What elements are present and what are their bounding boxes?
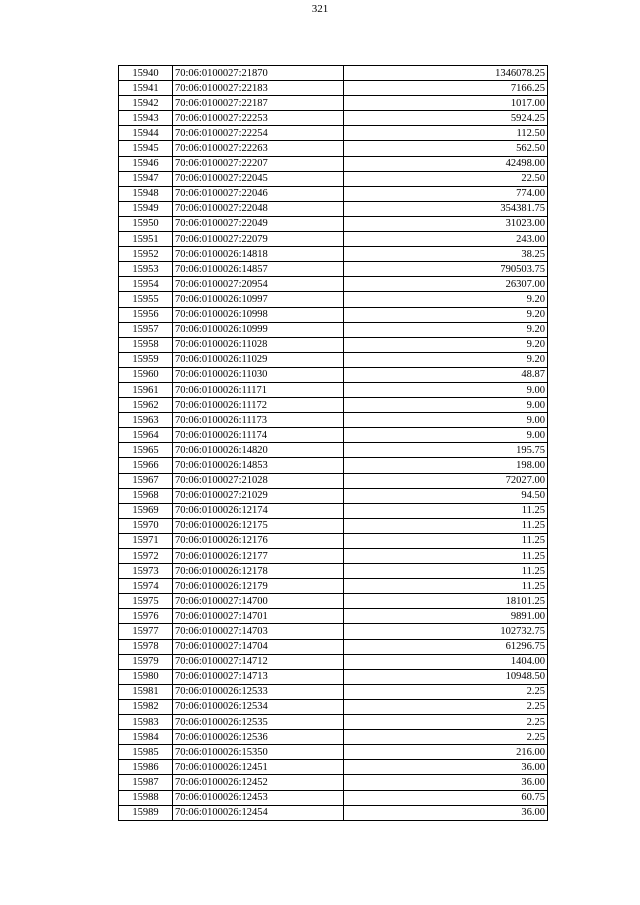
- row-number-cell: 15977: [119, 624, 173, 639]
- row-number-cell: 15971: [119, 533, 173, 548]
- cadastral-number-cell: 70:06:0100027:14713: [173, 669, 344, 684]
- table-row: [119, 367, 548, 382]
- row-number-cell: 15987: [119, 775, 173, 790]
- cadastral-number-cell: 70:06:0100026:12451: [173, 760, 344, 775]
- row-number-cell: 15974: [119, 579, 173, 594]
- table-row: [119, 111, 548, 126]
- row-number-cell: 15940: [119, 66, 173, 81]
- row-number-cell: 15941: [119, 81, 173, 96]
- cadastral-value-cell: 1346078.25: [344, 66, 548, 81]
- row-number-cell: 15979: [119, 654, 173, 669]
- cadastral-number-cell: 70:06:0100026:12536: [173, 730, 344, 745]
- cadastral-value-cell: 2.25: [344, 699, 548, 714]
- cadastral-value-cell: 36.00: [344, 760, 548, 775]
- cadastral-value-cell: 2.25: [344, 715, 548, 730]
- row-number-cell: 15966: [119, 458, 173, 473]
- cadastral-number-cell: 70:06:0100026:12452: [173, 775, 344, 790]
- cadastral-value-cell: 112.50: [344, 126, 548, 141]
- table-row: [119, 201, 548, 216]
- table-row: [119, 564, 548, 579]
- cadastral-number-cell: 70:06:0100026:12534: [173, 699, 344, 714]
- cadastral-number-cell: 70:06:0100027:22049: [173, 216, 344, 231]
- cadastral-value-table: [118, 65, 548, 821]
- cadastral-value-cell: 9.20: [344, 337, 548, 352]
- cadastral-number-cell: 70:06:0100027:14701: [173, 609, 344, 624]
- cadastral-number-cell: 70:06:0100026:12178: [173, 564, 344, 579]
- cadastral-number-cell: 70:06:0100027:22254: [173, 126, 344, 141]
- row-number-cell: 15985: [119, 745, 173, 760]
- cadastral-number-cell: 70:06:0100026:11174: [173, 428, 344, 443]
- cadastral-number-cell: 70:06:0100027:22048: [173, 201, 344, 216]
- table-row: [119, 337, 548, 352]
- table-row: [119, 277, 548, 292]
- cadastral-value-cell: 102732.75: [344, 624, 548, 639]
- table-row: [119, 322, 548, 337]
- table-row: [119, 639, 548, 654]
- cadastral-value-cell: 11.25: [344, 549, 548, 564]
- cadastral-number-cell: 70:06:0100026:12175: [173, 518, 344, 533]
- row-number-cell: 15981: [119, 684, 173, 699]
- cadastral-value-cell: 216.00: [344, 745, 548, 760]
- cadastral-number-cell: 70:06:0100026:14853: [173, 458, 344, 473]
- cadastral-number-cell: 70:06:0100027:21870: [173, 66, 344, 81]
- table-row: [119, 382, 548, 397]
- row-number-cell: 15986: [119, 760, 173, 775]
- table-row: [119, 428, 548, 443]
- cadastral-value-cell: 11.25: [344, 518, 548, 533]
- cadastral-number-cell: 70:06:0100026:12179: [173, 579, 344, 594]
- cadastral-value-cell: 18101.25: [344, 594, 548, 609]
- cadastral-number-cell: 70:06:0100027:22046: [173, 186, 344, 201]
- cadastral-value-cell: 243.00: [344, 232, 548, 247]
- row-number-cell: 15946: [119, 156, 173, 171]
- table-row: [119, 488, 548, 503]
- table-body: [119, 66, 548, 821]
- cadastral-number-cell: 70:06:0100026:12533: [173, 684, 344, 699]
- table-row: [119, 413, 548, 428]
- table-row: [119, 624, 548, 639]
- row-number-cell: 15953: [119, 262, 173, 277]
- cadastral-value-cell: 1017.00: [344, 96, 548, 111]
- table-row: [119, 458, 548, 473]
- row-number-cell: 15983: [119, 715, 173, 730]
- table-row: [119, 292, 548, 307]
- row-number-cell: 15980: [119, 669, 173, 684]
- cadastral-value-cell: 198.00: [344, 458, 548, 473]
- cadastral-number-cell: 70:06:0100027:22187: [173, 96, 344, 111]
- cadastral-value-cell: 9.20: [344, 322, 548, 337]
- cadastral-value-cell: 31023.00: [344, 216, 548, 231]
- table-row: [119, 443, 548, 458]
- cadastral-value-cell: 94.50: [344, 488, 548, 503]
- table-row: [119, 216, 548, 231]
- cadastral-number-cell: 70:06:0100026:11029: [173, 352, 344, 367]
- table-row: [119, 398, 548, 413]
- cadastral-number-cell: 70:06:0100026:11173: [173, 413, 344, 428]
- table-row: [119, 518, 548, 533]
- row-number-cell: 15944: [119, 126, 173, 141]
- cadastral-number-cell: 70:06:0100027:14704: [173, 639, 344, 654]
- cadastral-value-cell: 26307.00: [344, 277, 548, 292]
- cadastral-number-cell: 70:06:0100026:12453: [173, 790, 344, 805]
- table-row: [119, 549, 548, 564]
- row-number-cell: 15988: [119, 790, 173, 805]
- table-row: [119, 760, 548, 775]
- table-row: [119, 533, 548, 548]
- row-number-cell: 15963: [119, 413, 173, 428]
- cadastral-number-cell: 70:06:0100027:22183: [173, 81, 344, 96]
- cadastral-value-cell: 9.20: [344, 352, 548, 367]
- cadastral-number-cell: 70:06:0100027:22079: [173, 232, 344, 247]
- row-number-cell: 15973: [119, 564, 173, 579]
- table-row: [119, 126, 548, 141]
- row-number-cell: 15972: [119, 549, 173, 564]
- cadastral-number-cell: 70:06:0100026:14857: [173, 262, 344, 277]
- cadastral-value-cell: 9.00: [344, 382, 548, 397]
- table-row: [119, 715, 548, 730]
- cadastral-value-cell: 9.20: [344, 292, 548, 307]
- row-number-cell: 15942: [119, 96, 173, 111]
- cadastral-value-cell: 36.00: [344, 805, 548, 820]
- cadastral-value-cell: 9.00: [344, 398, 548, 413]
- cadastral-value-cell: 10948.50: [344, 669, 548, 684]
- cadastral-value-cell: 60.75: [344, 790, 548, 805]
- cadastral-number-cell: 70:06:0100027:14703: [173, 624, 344, 639]
- cadastral-value-cell: 11.25: [344, 533, 548, 548]
- table-row: [119, 232, 548, 247]
- row-number-cell: 15984: [119, 730, 173, 745]
- cadastral-number-cell: 70:06:0100026:10998: [173, 307, 344, 322]
- cadastral-number-cell: 70:06:0100026:12176: [173, 533, 344, 548]
- table-row: [119, 186, 548, 201]
- cadastral-number-cell: 70:06:0100026:14820: [173, 443, 344, 458]
- table-row: [119, 352, 548, 367]
- row-number-cell: 15947: [119, 171, 173, 186]
- cadastral-number-cell: 70:06:0100027:14712: [173, 654, 344, 669]
- cadastral-value-cell: 22.50: [344, 171, 548, 186]
- row-number-cell: 15957: [119, 322, 173, 337]
- table-row: [119, 699, 548, 714]
- table-row: [119, 775, 548, 790]
- row-number-cell: 15970: [119, 518, 173, 533]
- cadastral-value-cell: 790503.75: [344, 262, 548, 277]
- cadastral-number-cell: 70:06:0100027:22253: [173, 111, 344, 126]
- cadastral-number-cell: 70:06:0100026:11028: [173, 337, 344, 352]
- cadastral-value-cell: 2.25: [344, 684, 548, 699]
- table-row: [119, 96, 548, 111]
- row-number-cell: 15952: [119, 247, 173, 262]
- table-row: [119, 81, 548, 96]
- cadastral-value-cell: 11.25: [344, 579, 548, 594]
- cadastral-number-cell: 70:06:0100026:12454: [173, 805, 344, 820]
- table-row: [119, 654, 548, 669]
- table-row: [119, 805, 548, 820]
- row-number-cell: 15943: [119, 111, 173, 126]
- table-row: [119, 669, 548, 684]
- cadastral-value-cell: 354381.75: [344, 201, 548, 216]
- table-row: [119, 473, 548, 488]
- table-row: [119, 579, 548, 594]
- cadastral-number-cell: 70:06:0100027:22207: [173, 156, 344, 171]
- cadastral-value-cell: 195.75: [344, 443, 548, 458]
- table-row: [119, 609, 548, 624]
- cadastral-value-cell: 5924.25: [344, 111, 548, 126]
- row-number-cell: 15967: [119, 473, 173, 488]
- row-number-cell: 15975: [119, 594, 173, 609]
- cadastral-number-cell: 70:06:0100026:15350: [173, 745, 344, 760]
- cadastral-number-cell: 70:06:0100027:22045: [173, 171, 344, 186]
- table-row: [119, 262, 548, 277]
- cadastral-value-cell: 61296.75: [344, 639, 548, 654]
- cadastral-number-cell: 70:06:0100027:22263: [173, 141, 344, 156]
- cadastral-value-cell: 36.00: [344, 775, 548, 790]
- row-number-cell: 15956: [119, 307, 173, 322]
- table-row: [119, 141, 548, 156]
- row-number-cell: 15976: [119, 609, 173, 624]
- row-number-cell: 15961: [119, 382, 173, 397]
- cadastral-value-cell: 7166.25: [344, 81, 548, 96]
- cadastral-number-cell: 70:06:0100026:12177: [173, 549, 344, 564]
- cadastral-value-cell: 9.20: [344, 307, 548, 322]
- table-row: [119, 684, 548, 699]
- cadastral-number-cell: 70:06:0100026:11172: [173, 398, 344, 413]
- cadastral-number-cell: 70:06:0100027:21028: [173, 473, 344, 488]
- cadastral-number-cell: 70:06:0100026:14818: [173, 247, 344, 262]
- cadastral-number-cell: 70:06:0100027:14700: [173, 594, 344, 609]
- cadastral-value-cell: 562.50: [344, 141, 548, 156]
- row-number-cell: 15948: [119, 186, 173, 201]
- cadastral-value-cell: 11.25: [344, 503, 548, 518]
- row-number-cell: 15959: [119, 352, 173, 367]
- row-number-cell: 15950: [119, 216, 173, 231]
- table-row: [119, 171, 548, 186]
- table-row: [119, 730, 548, 745]
- cadastral-number-cell: 70:06:0100027:20954: [173, 277, 344, 292]
- table-row: [119, 307, 548, 322]
- table-row: [119, 66, 548, 81]
- cadastral-value-cell: 9.00: [344, 428, 548, 443]
- table-row: [119, 503, 548, 518]
- row-number-cell: 15964: [119, 428, 173, 443]
- cadastral-value-cell: 38.25: [344, 247, 548, 262]
- row-number-cell: 15978: [119, 639, 173, 654]
- page-number: 321: [311, 3, 329, 15]
- table-row: [119, 745, 548, 760]
- row-number-cell: 15949: [119, 201, 173, 216]
- row-number-cell: 15989: [119, 805, 173, 820]
- cadastral-value-cell: 1404.00: [344, 654, 548, 669]
- cadastral-number-cell: 70:06:0100026:10999: [173, 322, 344, 337]
- row-number-cell: 15960: [119, 367, 173, 382]
- cadastral-value-cell: 11.25: [344, 564, 548, 579]
- row-number-cell: 15969: [119, 503, 173, 518]
- cadastral-value-cell: 72027.00: [344, 473, 548, 488]
- cadastral-value-cell: 9.00: [344, 413, 548, 428]
- cadastral-number-cell: 70:06:0100026:11030: [173, 367, 344, 382]
- cadastral-number-cell: 70:06:0100026:11171: [173, 382, 344, 397]
- cadastral-value-cell: 9891.00: [344, 609, 548, 624]
- row-number-cell: 15951: [119, 232, 173, 247]
- cadastral-value-cell: 774.00: [344, 186, 548, 201]
- row-number-cell: 15958: [119, 337, 173, 352]
- cadastral-number-cell: 70:06:0100026:10997: [173, 292, 344, 307]
- cadastral-value-cell: 42498.00: [344, 156, 548, 171]
- row-number-cell: 15954: [119, 277, 173, 292]
- cadastral-value-cell: 2.25: [344, 730, 548, 745]
- row-number-cell: 15945: [119, 141, 173, 156]
- row-number-cell: 15968: [119, 488, 173, 503]
- cadastral-number-cell: 70:06:0100027:21029: [173, 488, 344, 503]
- row-number-cell: 15965: [119, 443, 173, 458]
- table-row: [119, 594, 548, 609]
- cadastral-value-cell: 48.87: [344, 367, 548, 382]
- table-row: [119, 247, 548, 262]
- table-row: [119, 156, 548, 171]
- row-number-cell: 15962: [119, 398, 173, 413]
- cadastral-number-cell: 70:06:0100026:12535: [173, 715, 344, 730]
- table-row: [119, 790, 548, 805]
- row-number-cell: 15955: [119, 292, 173, 307]
- cadastral-number-cell: 70:06:0100026:12174: [173, 503, 344, 518]
- row-number-cell: 15982: [119, 699, 173, 714]
